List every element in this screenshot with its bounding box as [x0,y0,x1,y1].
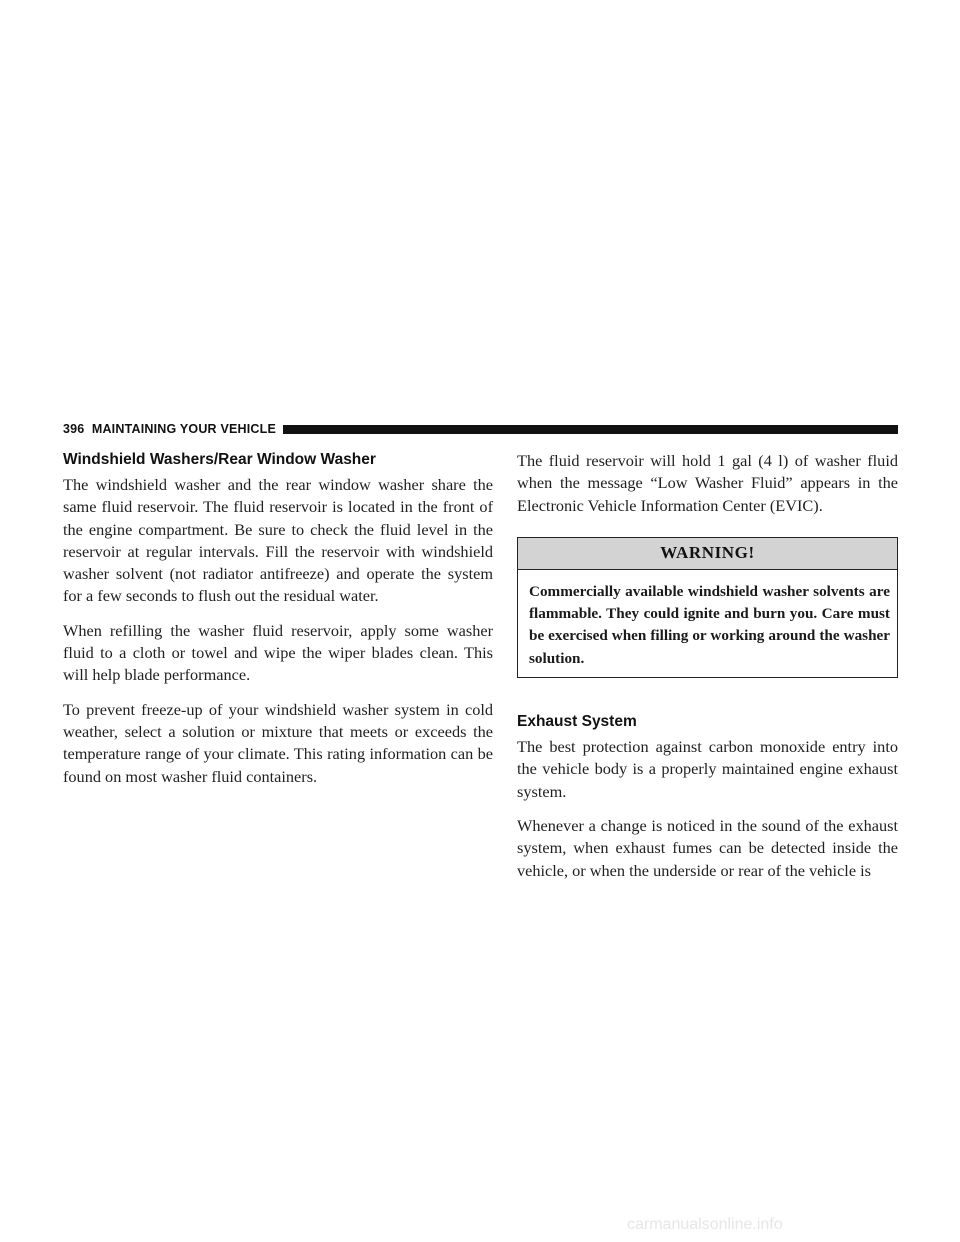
right-column [517,450,898,894]
page-number: 396 [63,422,85,436]
warning-body: Commercially available windshield washer solvents are flammable. They could ignite and burn you. Care must be exercised when filling or working around the washer solution. [529,582,890,667]
watermark: carmanualsonline.info [627,1216,783,1233]
reservoir-paragraph: The fluid reservoir will hold 1 gal (4 l) of washer fluid when the message “Low Washer Fluid” appears in the Electronic Vehicle Information Center (EVIC). [517,451,898,515]
warning-box [517,537,898,678]
page-header [63,421,898,437]
washer-paragraph-2: When refilling the washer fluid reservoir, apply some washer fluid to a cloth or towel and wipe the wiper blades clean. This will help blade performance. [63,620,493,685]
washer-heading: Windshield Washers/Rear Window Washer [63,451,376,468]
exhaust-paragraph-2: Whenever a change is noticed in the sound of the exhaust system, when exhaust fumes can be detected inside the vehicle, or when the underside or rear of the vehicle is [517,815,898,880]
exhaust-paragraph-1: The best protection against carbon monoxide entry into the vehicle body is a properly maintained engine exhaust system. [517,737,898,801]
washer-paragraph-1: The windshield washer and the rear window washer share the same fluid reservoir. The fluid reservoir is located in the front of the engine compartment. Be sure to check the fluid level in the reservoir at regular intervals. Fill the reservoir with windshield washer solvent (not radiator antifreeze) and operate the system for a few seconds to flush out the residual water. [63,475,493,606]
warning-title: WARNING! [518,538,897,570]
left-column [63,450,493,800]
header-rule [283,425,898,434]
page-number-and-section [63,422,276,436]
washer-paragraph-3: To prevent freeze-up of your windshield washer system in cold weather, select a solution or mixture that meets or exceeds the temperature range of your climate. This rating information can be found on most washer fluid containers. [63,699,493,786]
exhaust-heading: Exhaust System [517,713,637,731]
section-title: MAINTAINING YOUR VEHICLE [91,422,277,436]
